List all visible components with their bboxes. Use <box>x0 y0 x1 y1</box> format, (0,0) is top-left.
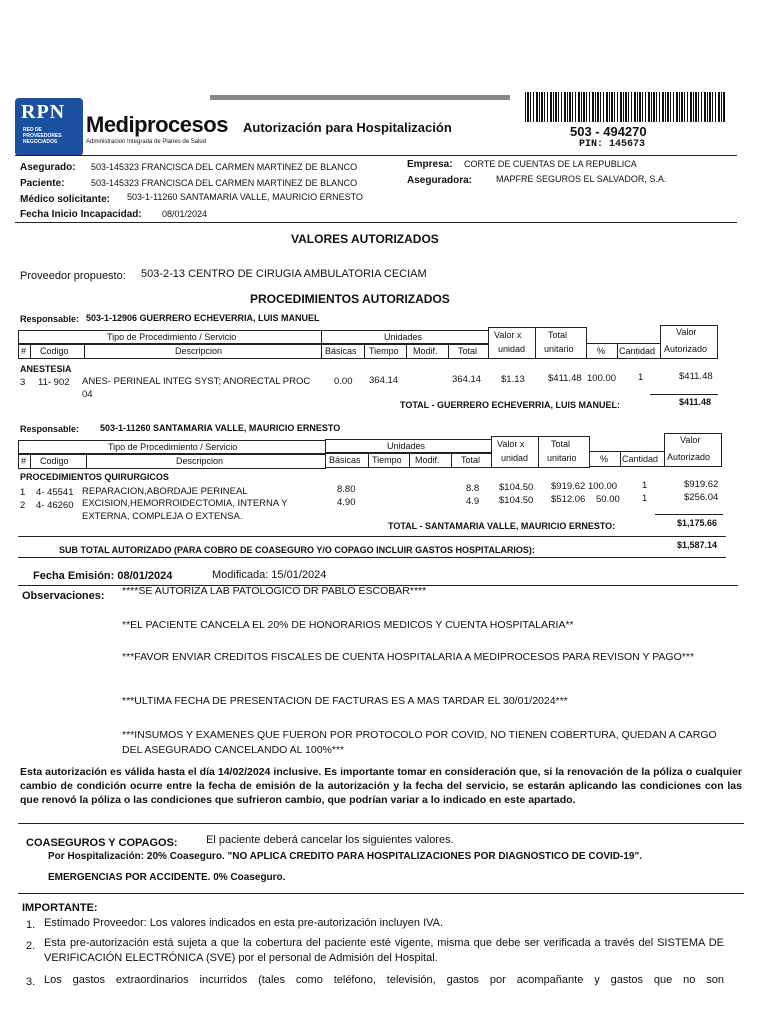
aseguradora-value: MAPFRE SEGUROS EL SALVADOR, S.A. <box>496 174 667 184</box>
document-title: Autorización para Hospitalización <box>243 120 452 135</box>
brand-subtitle: Administracion Integrada de Planes de Salud <box>86 139 207 145</box>
document-number: 503 - 494270 <box>570 124 647 139</box>
responsable-2-label: Responsable: <box>20 424 80 434</box>
rpn-logo <box>15 98 83 156</box>
pin-number: PIN: 145673 <box>579 139 646 150</box>
fecha-incapacidad-value: 08/01/2024 <box>162 209 208 219</box>
paciente-value: 503-145323 FRANCISCA DEL CARMEN MARTINEZ DE BLANCO <box>91 178 358 188</box>
th-modif: Modif. <box>413 346 438 356</box>
observaciones-label: Observaciones: <box>22 590 105 602</box>
asegurado-label: Asegurado: <box>20 162 76 173</box>
empresa-value: CORTE DE CUENTAS DE LA REPUBLICA <box>464 159 637 169</box>
coaseguros-text: El paciente deberá cancelar los siguientes valores. <box>206 834 454 846</box>
observacion-item: **EL PACIENTE CANCELA EL 20% DE HONORARIOS MEDICOS Y CUENTA HOSPITALARIA** <box>122 619 574 631</box>
brand-name: Mediprocesos <box>86 112 228 137</box>
importante-num-2: 2. <box>26 940 36 952</box>
observacion-item: ***FAVOR ENVIAR CREDITOS FISCALES DE CUENTA HOSPITALARIA A MEDIPROCESOS PARA REVISON Y PAGO*** <box>122 651 695 663</box>
procedimientos-title: PROCEDIMIENTOS AUTORIZADOS <box>250 292 450 306</box>
th-unitario: unitario <box>544 344 574 354</box>
th-cantidad: Cantidad <box>619 346 656 356</box>
validez-paragraph: Esta autorización es válida hasta el día 14/02/2024 inclusive. Es importante tomar en consideración que, si la renovación de la póliza o cualquier cambio de condición ocurre entre la fecha de emisión de la autorización y la fecha del servicio, se estarán aplicando las condiciones con las que renovó la póliza o las condiciones que sufrieron cambio, que podrían variar a lo indicado en este apartado. <box>20 766 742 806</box>
paciente-label: Paciente: <box>20 178 65 189</box>
info-divider <box>15 222 737 223</box>
empresa-label: Empresa: <box>407 159 453 170</box>
th-basicas: Básicas <box>325 346 357 356</box>
total-responsable-1-value: $411.48 <box>679 397 712 407</box>
responsable-1-label: Responsable: <box>20 314 80 324</box>
header-band <box>210 95 510 100</box>
importante-item-3: Los gastos extraordinarios incurridos (tales como teléfono, televisión, gastos por acompañante y gastos que no son <box>44 974 724 986</box>
subtotal-label: SUB TOTAL AUTORIZADO (PARA COBRO DE COASEGURO Y/O COPAGO INCLUIR GASTOS HOSPITALARIOS): <box>59 545 535 555</box>
total-2-rule <box>655 514 723 515</box>
total-responsable-1-label: TOTAL - GUERRERO ECHEVERRIA, LUIS MANUEL: <box>400 400 621 410</box>
th-pct: % <box>597 346 606 356</box>
responsable-1-value: 503-1-12906 GUERRERO ECHEVERRIA, LUIS MANUEL <box>86 313 320 323</box>
logo-text: RPN <box>21 101 66 123</box>
total-1-rule <box>650 394 718 395</box>
th-valor-x: Valor x <box>494 330 522 340</box>
observacion-item: ***ULTIMA FECHA DE PRESENTACION DE FACTURAS ES A MAS TARDAR EL 30/01/2024*** <box>122 695 568 707</box>
coaseguros-rule <box>18 893 744 894</box>
responsable-2-value: 503-1-11260 SANTAMARIA VALLE, MAURICIO ERNESTO <box>100 423 341 433</box>
aseguradora-label: Aseguradora: <box>407 175 473 186</box>
observacion-item: ****SE AUTORIZA LAB PATOLOGICO DR PABLO ESCOBAR**** <box>122 585 427 597</box>
header-divider <box>15 155 737 156</box>
importante-label: IMPORTANTE: <box>22 902 98 914</box>
barcode-image <box>525 92 725 122</box>
fecha-modificada: Modificada: 15/01/2024 <box>212 569 327 581</box>
th-descripcion: Descripcion <box>175 346 223 356</box>
medico-label: Médico solicitante: <box>20 194 111 205</box>
importante-num-1: 1. <box>26 919 36 931</box>
th-unidades: Unidades <box>384 332 423 342</box>
fecha-incapacidad-label: Fecha Inicio Incapacidad: <box>20 209 142 220</box>
th-valor: Valor <box>676 327 697 337</box>
th-total: Total <box>458 346 478 356</box>
subtotal-rule-bottom <box>18 557 726 558</box>
observacion-item: ***INSUMOS Y EXAMENES QUE FUERON POR PROTOCOLO POR COVID, NO TIENEN COBERTURA, QUEDAN A CARGO DEL ASEGURADO CANCELANDO AL 100%*** <box>122 729 717 756</box>
th-unidad: unidad <box>498 344 526 354</box>
th-tiempo: Tiempo <box>369 346 399 356</box>
category-anestesia: ANESTESIA <box>20 364 72 374</box>
coaseguros-label: COASEGUROS Y COPAGOS: <box>26 837 178 849</box>
total-responsable-2-label: TOTAL - SANTAMARIA VALLE, MAURICIO ERNESTO: <box>388 521 616 531</box>
proveedor-label: Proveedor propuesto: <box>20 270 126 282</box>
importante-item-2: Esta pre-autorización está sujeta a que la cobertura del paciente esté vigente, misma que debe ser verificada a través del SISTEMA DE VERIFICACIÓN ELECTRÓNICA (SVE) por el personal de Admisión del Hospital. <box>44 937 724 964</box>
validez-rule <box>18 823 744 824</box>
subtotal-rule-top <box>18 536 726 537</box>
th-codigo: Codigo <box>40 346 69 356</box>
subtotal-value: $1,587.14 <box>677 540 718 550</box>
fecha-emision: Fecha Emisión: 08/01/2024 <box>33 570 173 582</box>
th-total-unit: Total <box>548 330 568 340</box>
coaseguro-hospitalizacion: Por Hospitalización: 20% Coaseguro. "NO APLICA CREDITO PARA HOSPITALIZACIONES POR DIAGNOSTICO DE COVID-19". <box>48 851 642 862</box>
category-procedimientos: PROCEDIMIENTOS QUIRURGICOS <box>20 472 169 482</box>
th-autorizado: Autorizado <box>664 344 708 354</box>
th-tipo: Tipo de Procedimiento / Servicio <box>107 332 237 342</box>
importante-num-3: 3. <box>26 976 36 988</box>
proveedor-value: 503-2-13 CENTRO DE CIRUGIA AMBULATORIA CECIAM <box>141 268 427 280</box>
valores-title: VALORES AUTORIZADOS <box>291 232 439 246</box>
coaseguro-emergencias: EMERGENCIAS POR ACCIDENTE. 0% Coaseguro. <box>48 872 286 883</box>
medico-value: 503-1-11260 SANTAMARIA VALLE, MAURICIO ERNESTO <box>127 192 363 202</box>
importante-item-1: Estimado Proveedor: Los valores indicados en esta pre-autorización incluyen IVA. <box>44 917 444 929</box>
logo-subtext: RED DE PROVEEDORES NEGOCIADOS <box>23 127 62 145</box>
total-responsable-2-value: $1,175.66 <box>677 518 718 528</box>
th-hash: # <box>21 346 27 356</box>
asegurado-value: 503-145323 FRANCISCA DEL CARMEN MARTINEZ DE BLANCO <box>91 162 358 172</box>
